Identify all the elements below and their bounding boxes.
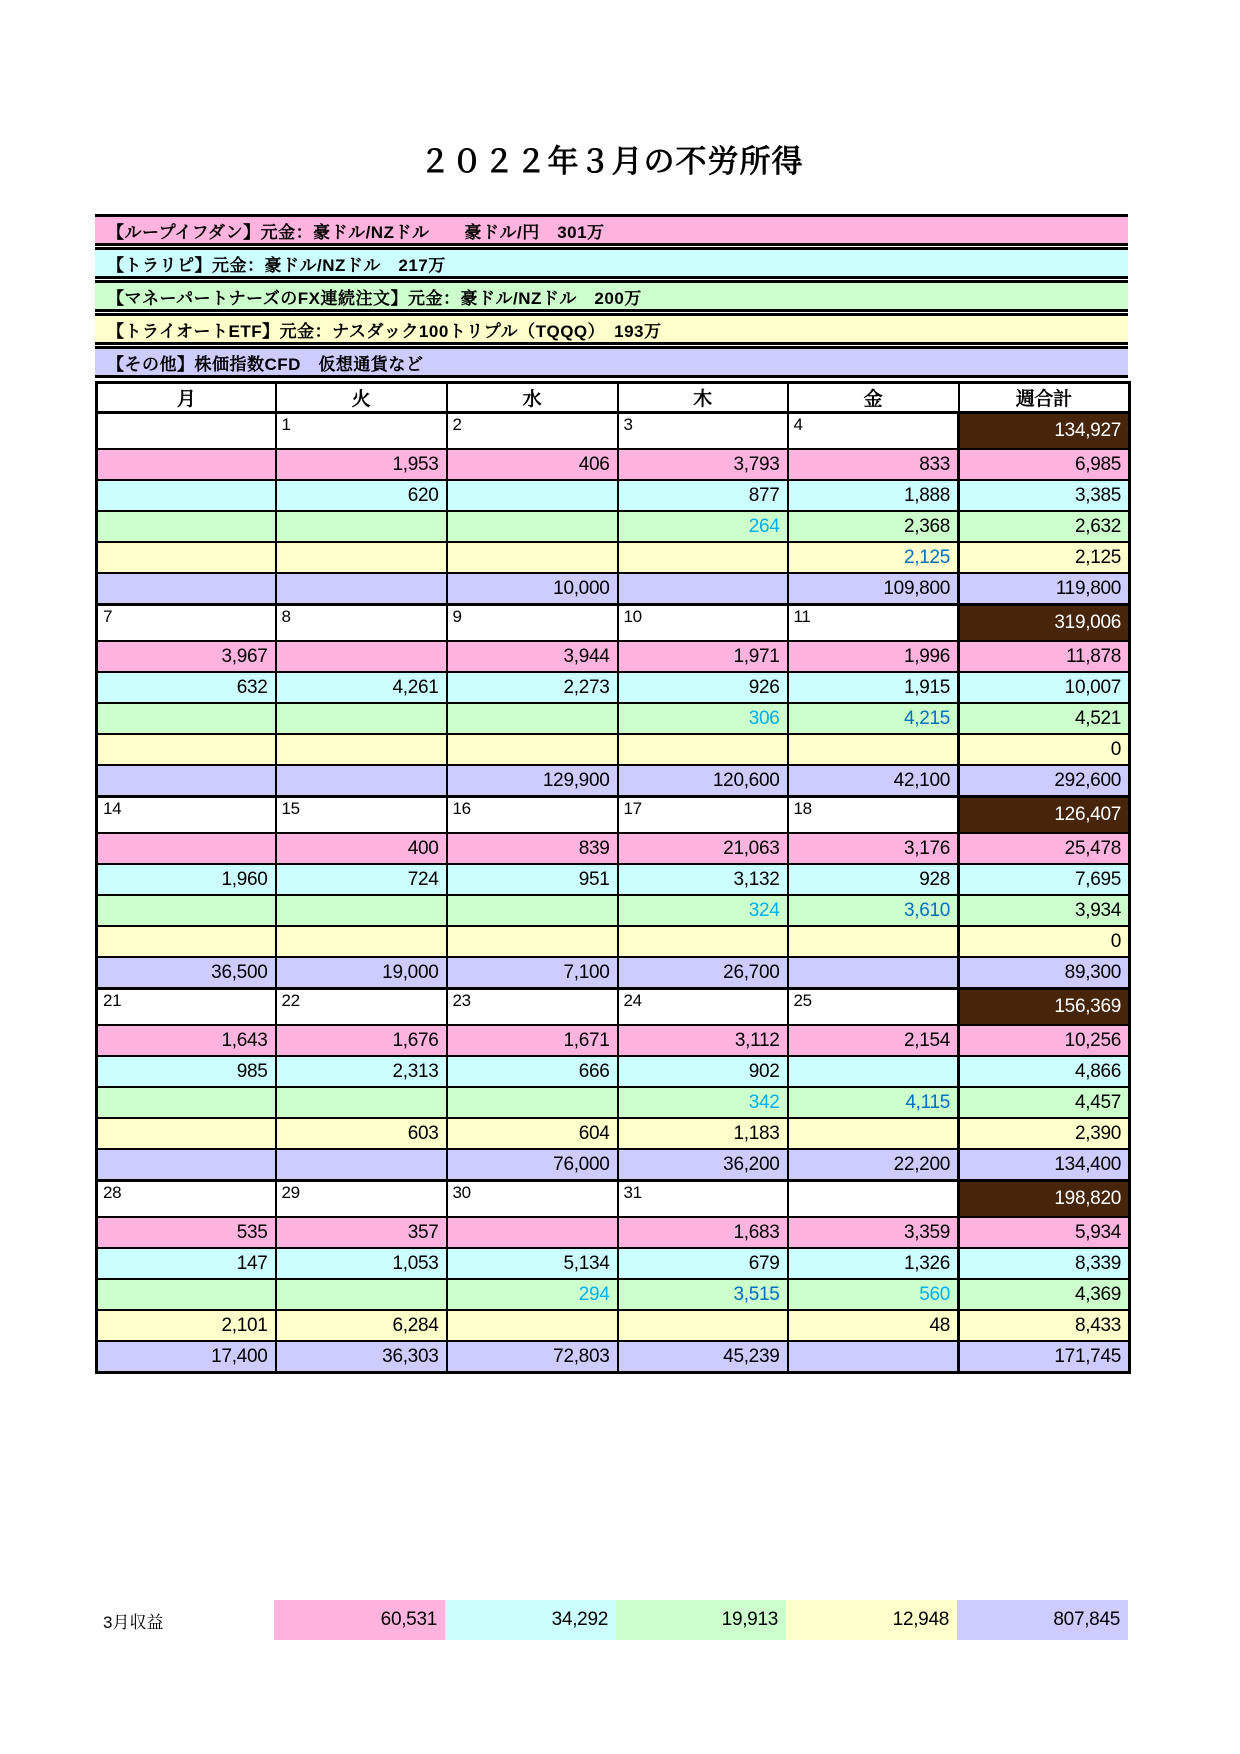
value-cell: [447, 1087, 618, 1118]
legend-item-5: [95, 346, 1128, 378]
value-cell: 2,154: [788, 1025, 959, 1056]
value-cell: 902: [618, 1056, 788, 1087]
value-cell: 1,053: [276, 1248, 447, 1279]
value-cell: 3,176: [788, 833, 959, 864]
value-cell: 5,134: [447, 1248, 618, 1279]
value-cell: 3,515: [618, 1279, 788, 1310]
value-cell: 324: [618, 895, 788, 926]
row-week-total-cell: 8,433: [959, 1310, 1130, 1341]
value-cell: 839: [447, 833, 618, 864]
value-cell: 4,215: [788, 703, 959, 734]
value-cell: 42,100: [788, 765, 959, 797]
value-cell: [447, 542, 618, 573]
value-cell: [276, 1087, 447, 1118]
legend-item-label: 【ループイフダン】元金：豪ドル/NZドル 豪ドル/円 301万: [107, 222, 605, 242]
row-week-total-cell: 0: [959, 734, 1130, 765]
value-cell: [447, 734, 618, 765]
day-number-cell: [97, 413, 276, 450]
value-cell: 1,953: [276, 449, 447, 480]
value-cell: 2,313: [276, 1056, 447, 1087]
row-week-total-cell: 2,632: [959, 511, 1130, 542]
value-cell: 400: [276, 833, 447, 864]
value-cell: [97, 734, 276, 765]
week-total-cell: 319,006: [959, 605, 1130, 642]
column-header-1: 月: [97, 383, 276, 413]
value-cell: [276, 926, 447, 957]
day-number-cell: 3: [618, 413, 788, 450]
value-cell: 1,683: [618, 1217, 788, 1248]
value-cell: [788, 957, 959, 989]
column-header-3: 水: [447, 383, 618, 413]
value-cell: 620: [276, 480, 447, 511]
row-week-total-cell: 7,695: [959, 864, 1130, 895]
week-2-day-row: [97, 605, 1130, 642]
value-cell: 10,000: [447, 573, 618, 605]
value-cell: 294: [447, 1279, 618, 1310]
value-cell: 2,101: [97, 1310, 276, 1341]
week-1-yellow-row: [97, 542, 1130, 573]
monthly-total-pink: 60,531: [274, 1600, 445, 1640]
value-cell: 3,610: [788, 895, 959, 926]
value-cell: [788, 1341, 959, 1373]
value-cell: 1,971: [618, 641, 788, 672]
value-cell: 36,500: [97, 957, 276, 989]
value-cell: [97, 480, 276, 511]
legend-item-3: [95, 280, 1128, 312]
value-cell: [618, 542, 788, 573]
value-cell: [447, 1310, 618, 1341]
day-number-cell: 4: [788, 413, 959, 450]
week-total-cell: 198,820: [959, 1181, 1130, 1218]
week-3-green-row: [97, 895, 1130, 926]
value-cell: [447, 703, 618, 734]
value-cell: 1,643: [97, 1025, 276, 1056]
value-cell: [97, 833, 276, 864]
row-week-total-cell: 292,600: [959, 765, 1130, 797]
value-cell: [276, 1279, 447, 1310]
day-number-cell: 17: [618, 797, 788, 834]
value-cell: 19,000: [276, 957, 447, 989]
row-week-total-cell: 10,256: [959, 1025, 1130, 1056]
value-cell: [97, 542, 276, 573]
monthly-total-purple: 807,845: [957, 1600, 1128, 1640]
week-4-cyan-row: [97, 1056, 1130, 1087]
week-1-purple-row: [97, 573, 1130, 605]
week-5-pink-row: [97, 1217, 1130, 1248]
value-cell: [447, 1217, 618, 1248]
value-cell: [618, 734, 788, 765]
week-2-purple-row: [97, 765, 1130, 797]
row-week-total-cell: 0: [959, 926, 1130, 957]
value-cell: [97, 926, 276, 957]
week-total-cell: 126,407: [959, 797, 1130, 834]
value-cell: 833: [788, 449, 959, 480]
week-5-cyan-row: [97, 1248, 1130, 1279]
monthly-summary-label: 3月収益: [103, 1612, 164, 1632]
row-week-total-cell: 89,300: [959, 957, 1130, 989]
value-cell: 1,676: [276, 1025, 447, 1056]
week-2-green-row: [97, 703, 1130, 734]
day-number-cell: 14: [97, 797, 276, 834]
value-cell: [788, 926, 959, 957]
row-week-total-cell: 11,878: [959, 641, 1130, 672]
value-cell: [788, 1118, 959, 1149]
value-cell: 1,671: [447, 1025, 618, 1056]
row-week-total-cell: 4,369: [959, 1279, 1130, 1310]
value-cell: 129,900: [447, 765, 618, 797]
value-cell: 1,888: [788, 480, 959, 511]
value-cell: 3,944: [447, 641, 618, 672]
value-cell: 109,800: [788, 573, 959, 605]
week-total-cell: 134,927: [959, 413, 1130, 450]
value-cell: [447, 895, 618, 926]
value-cell: [276, 573, 447, 605]
value-cell: [97, 1149, 276, 1181]
day-number-cell: 21: [97, 989, 276, 1026]
value-cell: 951: [447, 864, 618, 895]
day-number-cell: 9: [447, 605, 618, 642]
value-cell: 26,700: [618, 957, 788, 989]
value-cell: [276, 1149, 447, 1181]
day-number-cell: 10: [618, 605, 788, 642]
legend-item-label: 【トライオートETF】元金：ナスダック100トリプル（TQQQ） 193万: [107, 321, 662, 341]
week-3-cyan-row: [97, 864, 1130, 895]
calendar-table: [95, 381, 1131, 1374]
value-cell: 7,100: [447, 957, 618, 989]
value-cell: 1,326: [788, 1248, 959, 1279]
monthly-summary-row: [95, 1600, 1128, 1640]
value-cell: 985: [97, 1056, 276, 1087]
row-week-total-cell: 5,934: [959, 1217, 1130, 1248]
week-2-yellow-row: [97, 734, 1130, 765]
day-number-cell: 15: [276, 797, 447, 834]
day-number-cell: 31: [618, 1181, 788, 1218]
value-cell: 36,200: [618, 1149, 788, 1181]
value-cell: 1,960: [97, 864, 276, 895]
value-cell: 560: [788, 1279, 959, 1310]
value-cell: 632: [97, 672, 276, 703]
value-cell: 3,112: [618, 1025, 788, 1056]
monthly-summary-totals: [274, 1600, 1128, 1640]
column-header-4: 木: [618, 383, 788, 413]
value-cell: [447, 480, 618, 511]
value-cell: [788, 1056, 959, 1087]
value-cell: 928: [788, 864, 959, 895]
value-cell: 679: [618, 1248, 788, 1279]
value-cell: 666: [447, 1056, 618, 1087]
value-cell: [276, 765, 447, 797]
value-cell: [276, 703, 447, 734]
day-number-cell: 1: [276, 413, 447, 450]
day-number-cell: 22: [276, 989, 447, 1026]
value-cell: 3,793: [618, 449, 788, 480]
value-cell: [276, 895, 447, 926]
week-1-pink-row: [97, 449, 1130, 480]
day-number-cell: 18: [788, 797, 959, 834]
week-5-green-row: [97, 1279, 1130, 1310]
week-total-cell: 156,369: [959, 989, 1130, 1026]
row-week-total-cell: 6,985: [959, 449, 1130, 480]
value-cell: [97, 511, 276, 542]
week-2-pink-row: [97, 641, 1130, 672]
value-cell: 72,803: [447, 1341, 618, 1373]
weekday-header-row: [97, 383, 1130, 413]
value-cell: 2,368: [788, 511, 959, 542]
value-cell: 147: [97, 1248, 276, 1279]
value-cell: 264: [618, 511, 788, 542]
row-week-total-cell: 10,007: [959, 672, 1130, 703]
value-cell: 36,303: [276, 1341, 447, 1373]
legend-item-label: 【トラリピ】元金：豪ドル/NZドル 217万: [107, 255, 446, 275]
value-cell: 120,600: [618, 765, 788, 797]
day-number-cell: 2: [447, 413, 618, 450]
value-cell: 2,125: [788, 542, 959, 573]
value-cell: 604: [447, 1118, 618, 1149]
legend-item-label: 【その他】株価指数CFD 仮想通貨など: [107, 354, 424, 374]
week-4-purple-row: [97, 1149, 1130, 1181]
value-cell: [97, 449, 276, 480]
value-cell: [97, 1087, 276, 1118]
week-4-pink-row: [97, 1025, 1130, 1056]
value-cell: 535: [97, 1217, 276, 1248]
value-cell: 3,132: [618, 864, 788, 895]
value-cell: [447, 511, 618, 542]
week-3-pink-row: [97, 833, 1130, 864]
value-cell: [97, 895, 276, 926]
value-cell: 45,239: [618, 1341, 788, 1373]
week-4-day-row: [97, 989, 1130, 1026]
week-4-yellow-row: [97, 1118, 1130, 1149]
week-5-yellow-row: [97, 1310, 1130, 1341]
value-cell: [97, 765, 276, 797]
page-title: ２０２２年３月の不労所得: [419, 144, 804, 179]
value-cell: 1,915: [788, 672, 959, 703]
value-cell: 17,400: [97, 1341, 276, 1373]
value-cell: [788, 734, 959, 765]
value-cell: 603: [276, 1118, 447, 1149]
strategy-legend: [95, 214, 1128, 379]
legend-item-label: 【マネーパートナーズのFX連続注文】元金：豪ドル/NZドル 200万: [107, 288, 642, 308]
value-cell: 76,000: [447, 1149, 618, 1181]
row-week-total-cell: 2,125: [959, 542, 1130, 573]
value-cell: [618, 1310, 788, 1341]
value-cell: 877: [618, 480, 788, 511]
value-cell: [97, 573, 276, 605]
column-header-2: 火: [276, 383, 447, 413]
week-3-yellow-row: [97, 926, 1130, 957]
value-cell: 926: [618, 672, 788, 703]
legend-item-2: [95, 247, 1128, 279]
week-5-day-row: [97, 1181, 1130, 1218]
value-cell: 22,200: [788, 1149, 959, 1181]
day-number-cell: 30: [447, 1181, 618, 1218]
legend-item-4: [95, 313, 1128, 345]
day-number-cell: 8: [276, 605, 447, 642]
value-cell: 4,261: [276, 672, 447, 703]
value-cell: [97, 703, 276, 734]
day-number-cell: 28: [97, 1181, 276, 1218]
monthly-total-yellow: 12,948: [786, 1600, 957, 1640]
row-week-total-cell: 119,800: [959, 573, 1130, 605]
value-cell: [618, 926, 788, 957]
value-cell: 2,273: [447, 672, 618, 703]
monthly-total-cyan: 34,292: [445, 1600, 616, 1640]
week-1-green-row: [97, 511, 1130, 542]
row-week-total-cell: 3,934: [959, 895, 1130, 926]
row-week-total-cell: 3,385: [959, 480, 1130, 511]
value-cell: 21,063: [618, 833, 788, 864]
row-week-total-cell: 4,866: [959, 1056, 1130, 1087]
column-header-5: 金: [788, 383, 959, 413]
day-number-cell: 11: [788, 605, 959, 642]
week-4-green-row: [97, 1087, 1130, 1118]
value-cell: 406: [447, 449, 618, 480]
row-week-total-cell: 134,400: [959, 1149, 1130, 1181]
day-number-cell: 24: [618, 989, 788, 1026]
value-cell: 4,115: [788, 1087, 959, 1118]
value-cell: 342: [618, 1087, 788, 1118]
value-cell: 48: [788, 1310, 959, 1341]
value-cell: 3,967: [97, 641, 276, 672]
row-week-total-cell: 2,390: [959, 1118, 1130, 1149]
column-header-6: 週合計: [959, 383, 1130, 413]
value-cell: 724: [276, 864, 447, 895]
value-cell: [276, 511, 447, 542]
day-number-cell: [788, 1181, 959, 1218]
day-number-cell: 7: [97, 605, 276, 642]
value-cell: [447, 926, 618, 957]
day-number-cell: 16: [447, 797, 618, 834]
row-week-total-cell: 4,457: [959, 1087, 1130, 1118]
value-cell: [276, 734, 447, 765]
week-5-purple-row: [97, 1341, 1130, 1373]
week-1-day-row: [97, 413, 1130, 450]
value-cell: 357: [276, 1217, 447, 1248]
row-week-total-cell: 4,521: [959, 703, 1130, 734]
week-2-cyan-row: [97, 672, 1130, 703]
day-number-cell: 25: [788, 989, 959, 1026]
week-3-purple-row: [97, 957, 1130, 989]
value-cell: 1,183: [618, 1118, 788, 1149]
day-number-cell: 29: [276, 1181, 447, 1218]
row-week-total-cell: 171,745: [959, 1341, 1130, 1373]
week-3-day-row: [97, 797, 1130, 834]
value-cell: 306: [618, 703, 788, 734]
day-number-cell: 23: [447, 989, 618, 1026]
row-week-total-cell: 25,478: [959, 833, 1130, 864]
week-1-cyan-row: [97, 480, 1130, 511]
monthly-total-green: 19,913: [616, 1600, 786, 1640]
value-cell: [97, 1118, 276, 1149]
value-cell: 3,359: [788, 1217, 959, 1248]
value-cell: [618, 573, 788, 605]
value-cell: [97, 1279, 276, 1310]
value-cell: [276, 542, 447, 573]
value-cell: [276, 641, 447, 672]
legend-item-1: [95, 214, 1128, 246]
row-week-total-cell: 8,339: [959, 1248, 1130, 1279]
value-cell: 1,996: [788, 641, 959, 672]
value-cell: 6,284: [276, 1310, 447, 1341]
